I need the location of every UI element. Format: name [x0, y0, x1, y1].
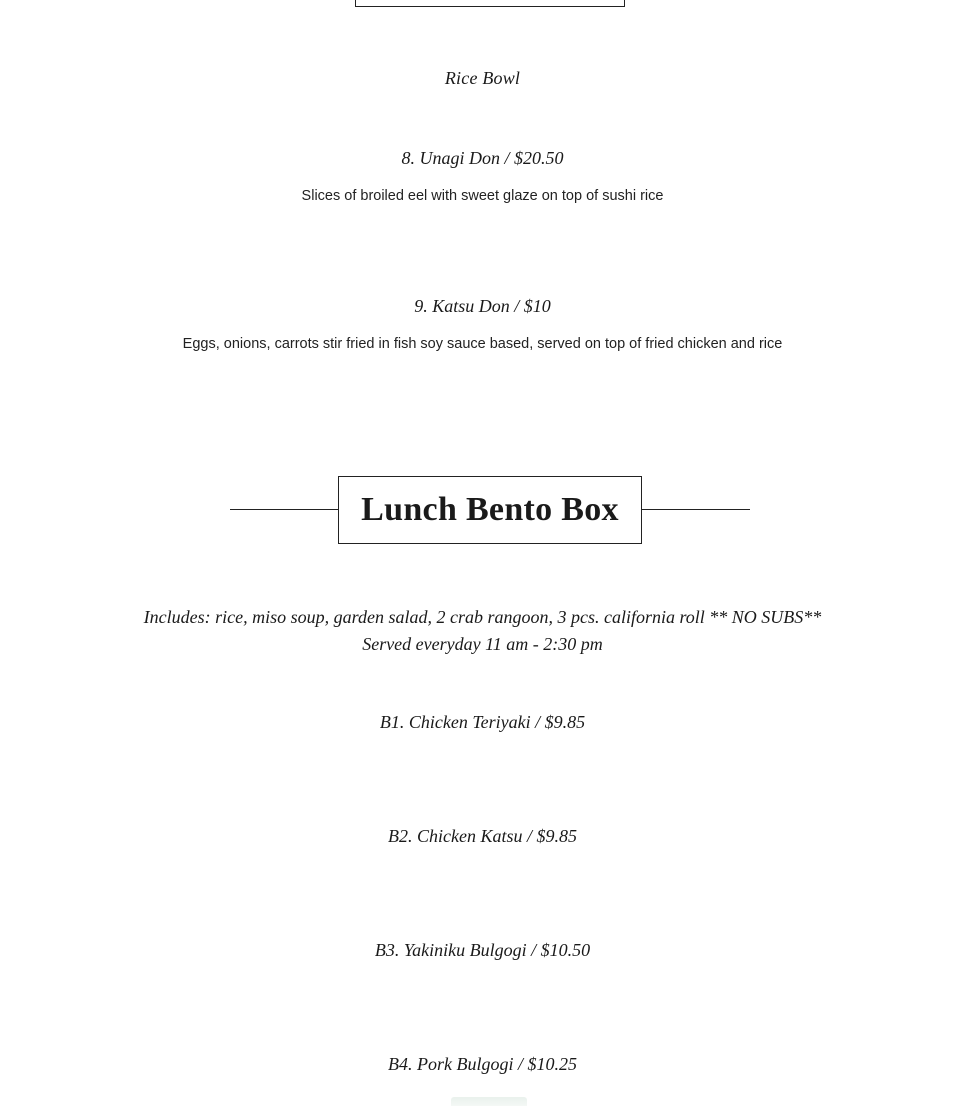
menu-item-description-unagi-don: Slices of broiled eel with sweet glaze on top of sushi rice [301, 188, 664, 204]
menu-item-title-b1: B1. Chicken Teriyaki / $9.85 [379, 712, 586, 732]
previous-section-heading-box [355, 0, 625, 7]
menu-item-title-unagi-don: 8. Unagi Don / $20.50 [401, 148, 564, 168]
bento-includes-line: Includes: rice, miso soup, garden salad, 2 crab rangoon, 3 pcs. california roll ** NO SUBS** [143, 607, 822, 627]
heading-divider-left [230, 509, 338, 510]
bento-served-hours: Served everyday 11 am - 2:30 pm [362, 634, 603, 654]
rice-bowl-label: Rice Bowl [444, 68, 521, 88]
menu-item-title-katsu-don: 9. Katsu Don / $10 [414, 296, 551, 316]
food-image-thumbnail [451, 1097, 527, 1106]
menu-item-title-b2: B2. Chicken Katsu / $9.85 [388, 826, 577, 846]
menu-item-description-katsu-don: Eggs, onions, carrots stir fried in fish soy sauce based, served on top of fried chicken and rice [182, 336, 783, 352]
heading-divider-right [641, 509, 750, 510]
lunch-bento-heading: Lunch Bento Box [361, 491, 619, 528]
menu-item-title-b3: B3. Yakiniku Bulgogi / $10.50 [374, 940, 591, 960]
lunch-bento-heading-box [338, 476, 642, 544]
menu-item-title-b4: B4. Pork Bulgogi / $10.25 [388, 1054, 577, 1074]
bento-includes-note [0, 604, 965, 658]
